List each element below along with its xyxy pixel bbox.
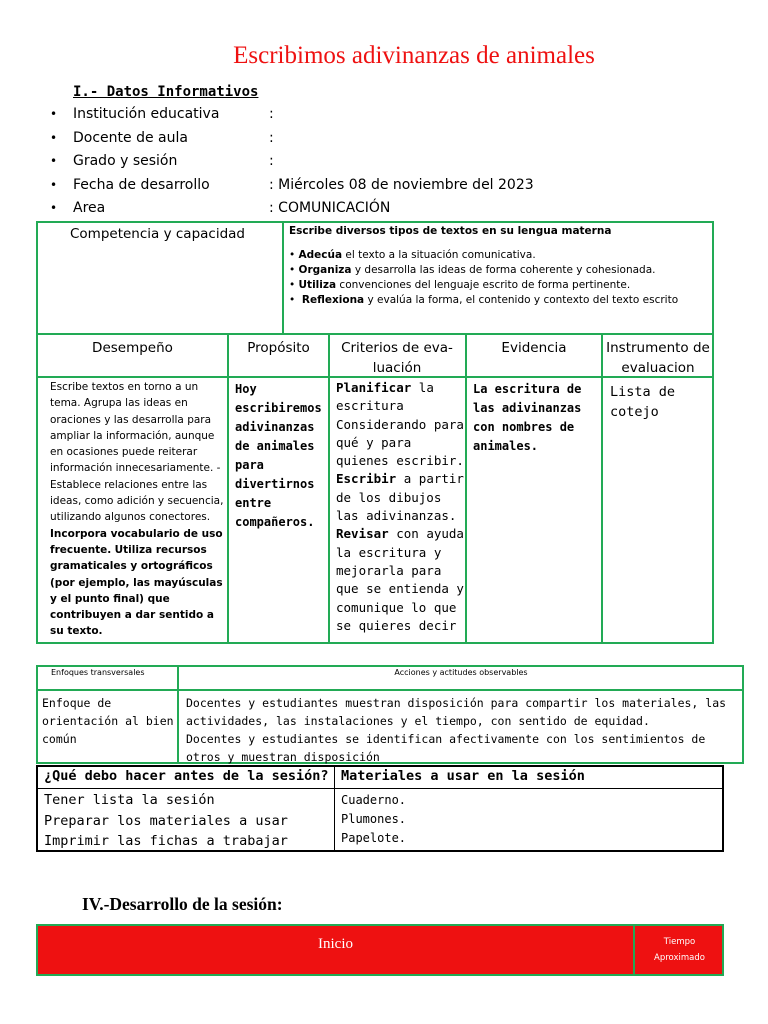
- info-label: Area: [73, 200, 106, 216]
- divider: [465, 333, 467, 644]
- instrumento-cell: Lista de cotejo: [610, 384, 676, 420]
- info-row: [44, 198, 744, 222]
- bullet-icon: •: [50, 107, 58, 121]
- info-label: Institución educativa: [73, 106, 220, 122]
- section-4-heading: IV.-Desarrollo de la sesión:: [82, 894, 283, 914]
- enfoque-cell: Enfoque de orientación al bien común: [42, 696, 174, 746]
- header-proposito: Propósito: [247, 340, 310, 356]
- antes-list: [44, 790, 288, 852]
- enfoques-header: Enfoques transversales: [51, 668, 145, 677]
- divider: [36, 689, 744, 691]
- divider: [601, 333, 603, 644]
- bullet-icon: •: [50, 130, 58, 145]
- info-value: :: [269, 153, 274, 169]
- criterios-cell: Planificar la escritura Considerando para qué y para quienes escribir. Escribir a partir de los dibujos las adivinanzas. Revisar con ayuda la escritura y mejorarla para que se entienda y comunique lo que se quieres decir: [336, 380, 464, 633]
- proposito-cell: Hoy escribiremos adivinanzas de animales para divertirnos entre compañeros.: [235, 382, 322, 529]
- materiales-header: Materiales a usar en la sesión: [341, 768, 585, 784]
- capacidad-item: • Reflexiona y evalúa la forma, el contenido y contexto del texto escrito: [289, 294, 679, 306]
- bullet-icon: •: [50, 201, 58, 215]
- divider: [328, 333, 330, 644]
- capacidad-item: • Adecúa el texto a la situación comunicativa.: [289, 249, 536, 261]
- header-instrumento: Instrumento de evaluacion: [606, 340, 710, 376]
- list-item: Preparar los materiales a usar: [44, 812, 288, 829]
- page-title: Escribimos adivinanzas de animales: [233, 42, 595, 69]
- info-value: :: [269, 106, 274, 122]
- info-value: :: [269, 129, 274, 146]
- list-item: Papelote.: [341, 831, 407, 845]
- info-label: Grado y sesión: [73, 153, 178, 169]
- info-value: : Miércoles 08 de noviembre del 2023: [269, 176, 534, 193]
- list-item: Cuaderno.: [341, 793, 407, 807]
- evidencia-cell: La escritura de las adivinanzas con nombres de animales.: [473, 382, 582, 453]
- list-item: Plumones.: [341, 812, 407, 826]
- info-row: [44, 104, 744, 128]
- divider: [36, 333, 714, 335]
- bullet-icon: •: [50, 154, 58, 168]
- info-list: [44, 104, 744, 222]
- inicio-label: Inicio: [318, 936, 353, 952]
- info-row: [44, 128, 744, 152]
- header-desempeno: Desempeño: [92, 340, 173, 356]
- acciones-header: Acciones y actitudes observables: [394, 668, 528, 677]
- list-item: Tener lista la sesión: [44, 792, 215, 808]
- section-1-heading: I.- Datos Informativos: [73, 84, 259, 100]
- info-row: [44, 151, 744, 175]
- tiempo-label: Tiempo Aproximado: [654, 937, 705, 963]
- info-label: Docente de aula: [73, 129, 188, 146]
- header-evidencia: Evidencia: [501, 340, 567, 356]
- info-label: Fecha de desarrollo: [73, 176, 210, 193]
- competencia-content: [289, 224, 709, 308]
- bullet-icon: •: [50, 177, 58, 192]
- divider: [36, 788, 724, 789]
- competencia-label: Competencia y capacidad: [70, 226, 246, 242]
- info-value: : COMUNICACIÓN: [269, 200, 391, 216]
- info-row: [44, 175, 744, 199]
- divider: [334, 765, 335, 852]
- capacidad-item: • Utiliza convenciones del lenguaje escrito de forma pertinente.: [289, 279, 631, 291]
- desempeno-cell: Escribe textos en torno a un tema. Agrupa las ideas en oraciones y las desarrolla para ampliar la información, aunque en ocasiones puede reiterar información innecesariamente. - Establece relaciones entre las ideas, como adición y secuencia, utilizando algunos conectores. Incorpora vocabulario de uso frecuente. Utiliza recursos gramaticales y ortográficos (por ejemplo, las mayúsculas y el punto final) que contribuyen a dar sentido a su texto.: [50, 381, 224, 638]
- competencia-heading: Escribe diversos tipos de textos en su lengua materna: [289, 225, 612, 237]
- acciones-cell: Docentes y estudiantes muestran disposición para compartir los materiales, las actividades, las instalaciones y el tiempo, con sentido de equidad. Docentes y estudiantes se identifican afectivamente con los sentimientos de otros y muestran disposición: [186, 696, 727, 764]
- list-item: Imprimir las fichas a trabajar: [44, 833, 288, 849]
- divider: [282, 221, 284, 335]
- capacidad-item: • Organiza y desarrolla las ideas de forma coherente y cohesionada.: [289, 264, 656, 276]
- materiales-list: [341, 791, 406, 848]
- antes-header: ¿Qué debo hacer antes de la sesión?: [44, 768, 329, 784]
- header-criterios: Criterios de eva-luación: [341, 340, 453, 376]
